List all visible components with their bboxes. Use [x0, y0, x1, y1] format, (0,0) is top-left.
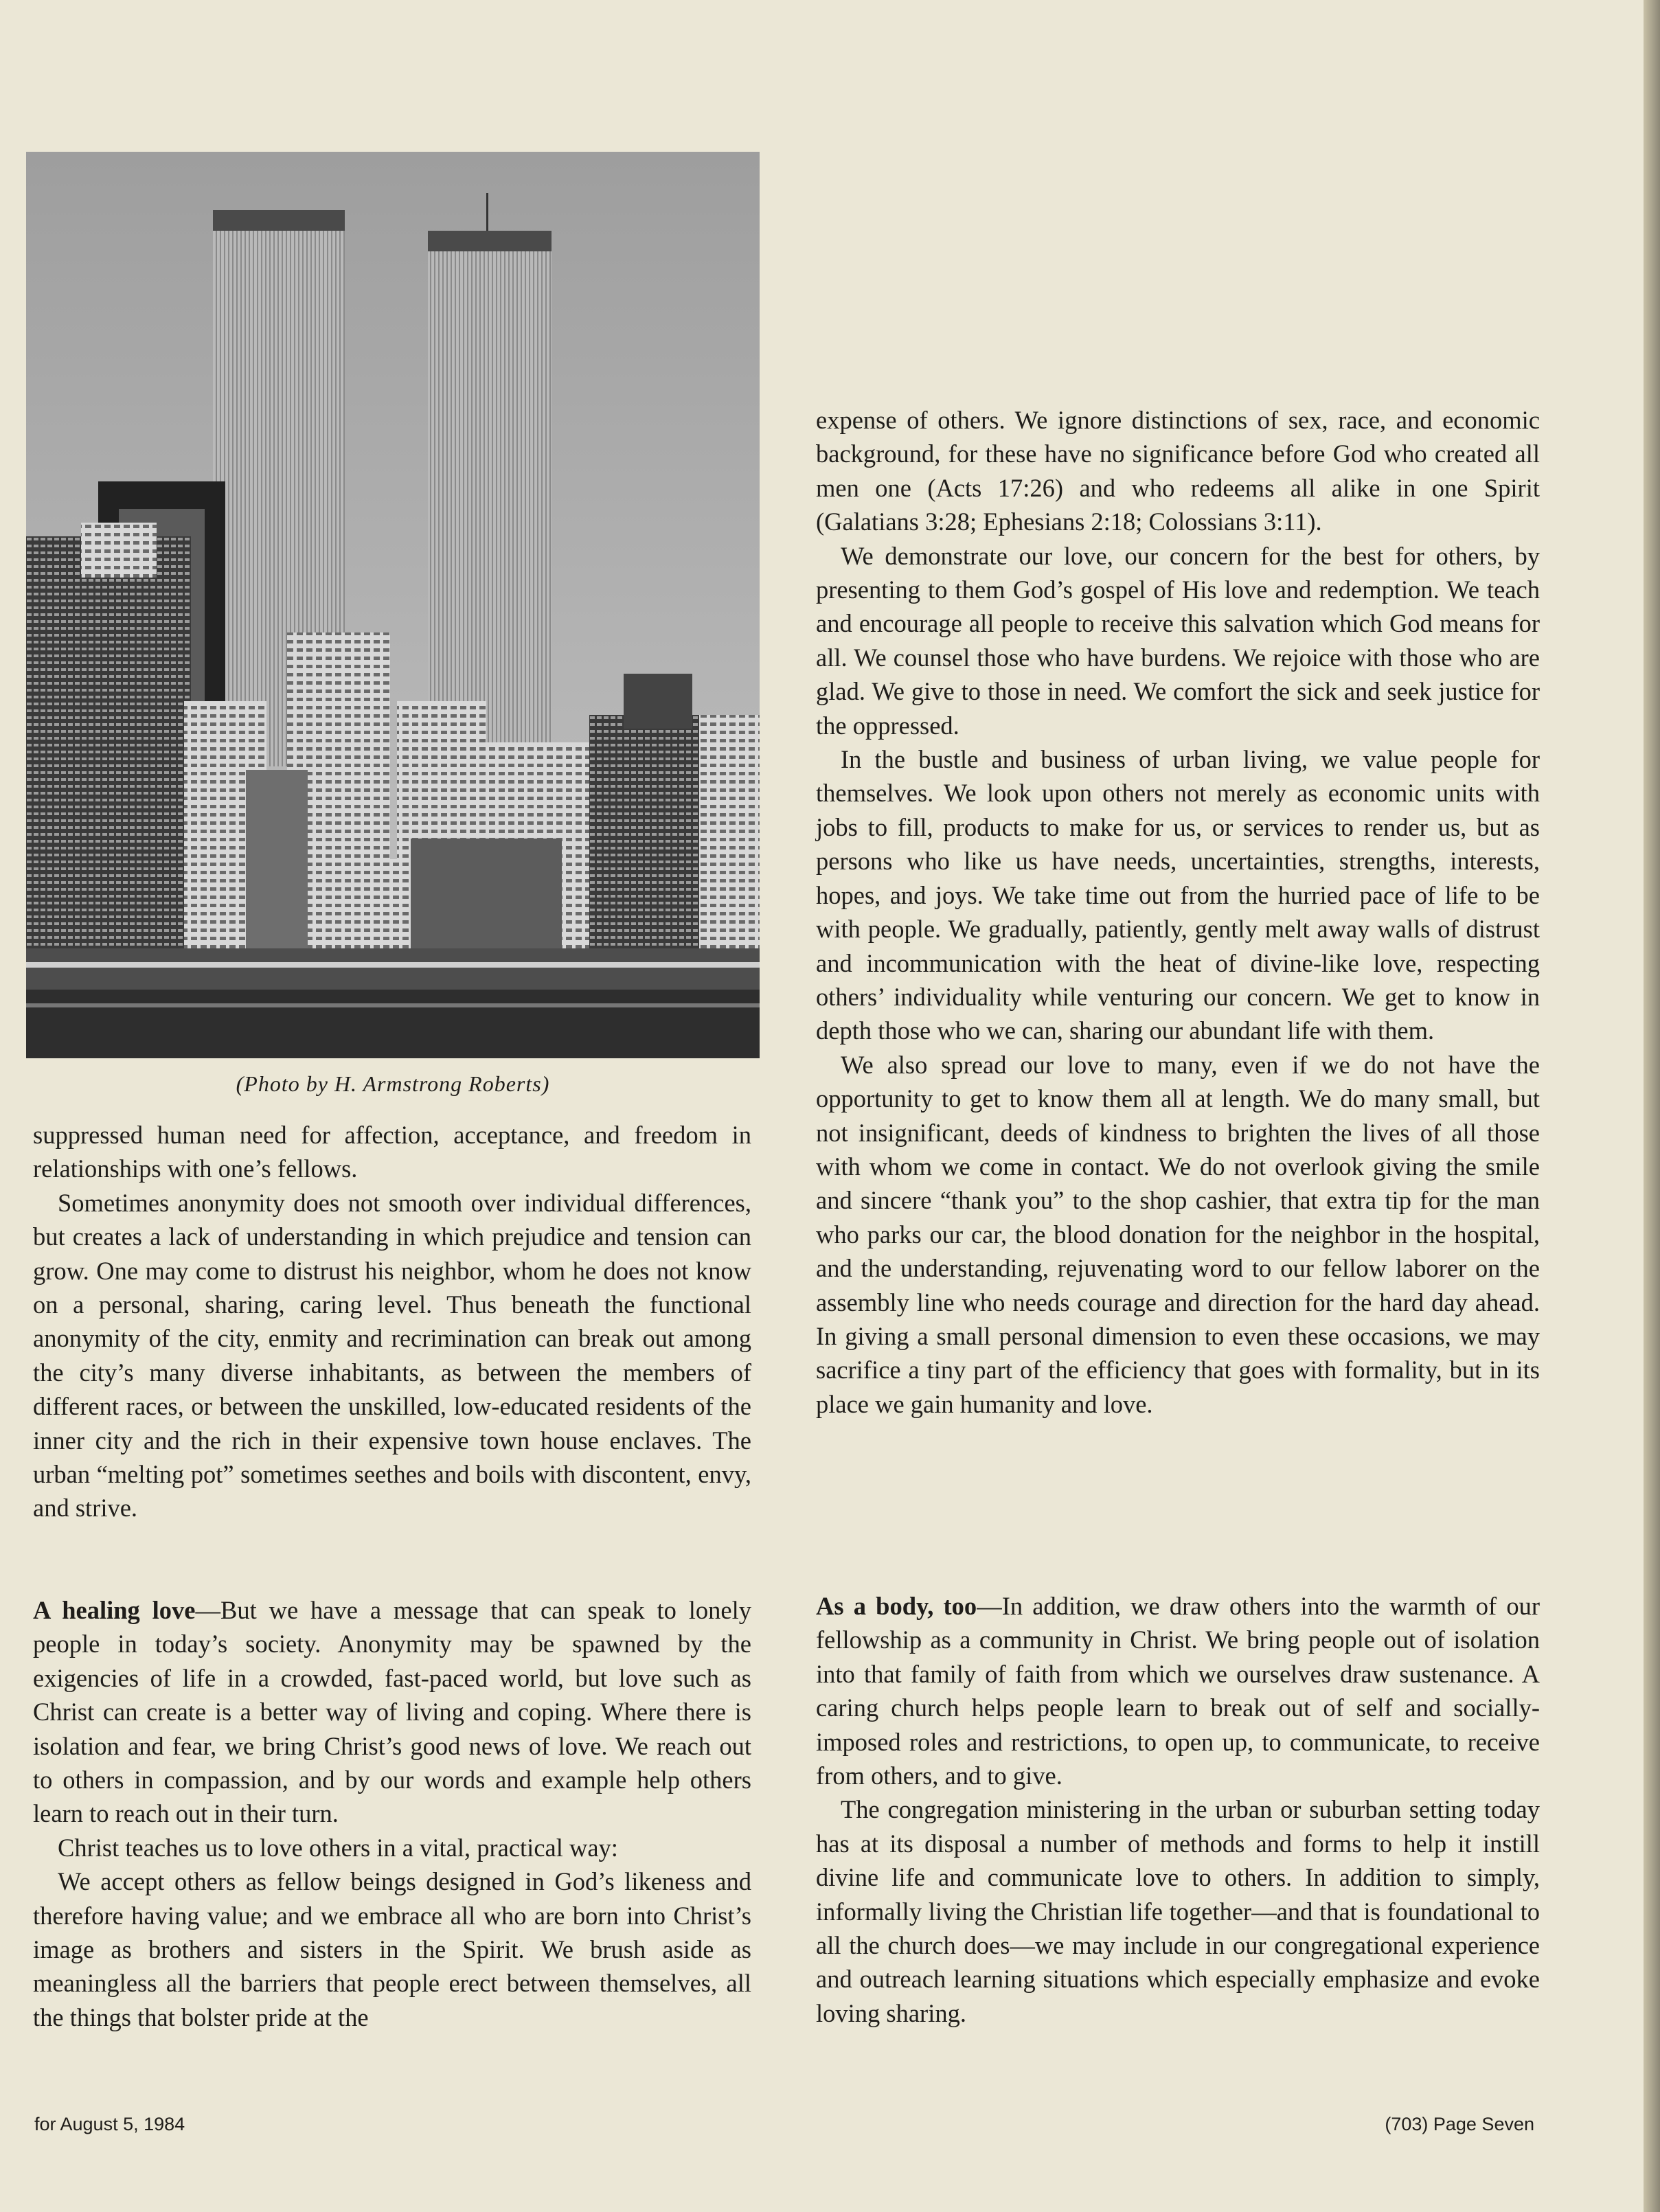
skyline-photo	[26, 152, 760, 1058]
paragraph: Sometimes anonymity does not smooth over individual differences, but creates a lack of understanding in which prejudice and tension can grow. One may come to distrust his neighbor, whom he does not know on a personal, sharing, caring level. Thus beneath the functional anonymity of the city, enmity and recrimination can break out among the city’s many diverse inhabitants, as between the members of different races, or between the unskilled, low-educated residents of the inner city and the rich in their expensive town house enclaves. The urban “melting pot” sometimes seethes and boils with discontent, envy, and strive.	[33, 1188, 751, 1523]
left-column-upper	[33, 1118, 751, 1525]
section-heading: A healing love	[33, 1596, 196, 1624]
section-heading: As a body, too	[816, 1592, 977, 1620]
skyline-illustration	[26, 152, 760, 1058]
paragraph	[816, 1589, 1540, 1792]
photo-caption: (Photo by H. Armstrong Roberts)	[236, 1071, 550, 1096]
paragraph: Christ teaches us to love others in a vital, practical way:	[58, 1833, 618, 1862]
paragraph: In the bustle and business of urban living, we value people for themselves. We look upon others not merely as economic units with jobs to fill, products to make for us, or services to render us, but as persons who like us have needs, uncertainties, strengths, interests, hopes, and joys. We take time out from the hurried pace of life to be with people. We gradually, patiently, gently melt away walls of distrust and incommunication with the heat of divine-like love, respecting others’ individuality while venturing our concern. We get to know in depth those who we can, sharing our abundant life with them.	[816, 745, 1540, 1045]
page-edge	[1644, 0, 1660, 2212]
paragraph: We accept others as fellow beings designed in God’s likeness and therefore having value; and we embrace all who are born into Christ’s image as brothers and sisters in the Spirit. We brush aside as meaningless all the barriers that people erect between themselves, all the things that bolster pride at the	[33, 1867, 751, 2031]
paragraph: The congregation ministering in the urban or suburban setting today has at its disposal a number of methods and forms to help it instill divine life and communicate love to others. In addition to simply, informally living the Christian life together—and that is foundational to all the church does—we may include in our congregational experience and outreach learning situations which especially emphasize and evoke loving sharing.	[816, 1795, 1540, 2027]
paragraph	[33, 1593, 751, 1831]
left-column-lower	[33, 1593, 751, 2034]
footer-date: for August 5, 1984	[34, 2114, 185, 2134]
paragraph-text: —In addition, we draw others into the warmth of our fellowship as a community in Christ. We bring people out of isolation into that family of faith from which we ourselves draw sustenance. A caring church helps people learn to break out of self and socially-imposed roles and restrictions, to open up, to communicate, to receive from others, and to give.	[816, 1592, 1540, 1790]
right-column-lower	[816, 1589, 1540, 2030]
paragraph: We also spread our love to many, even if we do not have the opportunity to get to know them all at length. We do many small, but not insignificant, deeds of kindness to brighten the lives of all those with whom we come in contact. We do not overlook giving the smile and sincere “thank you” to the shop cashier, that extra tip for the man who parks our car, the blood donation for the neighbor in the hospital, and the understanding, rejuvenating word to our fellow laborer on the assembly line who needs courage and direction for the hard day ahead. In giving a small personal dimension to even these occasions, we may sacrifice a tiny part of the efficiency that goes with formality, but in its place we gain humanity and love.	[816, 1050, 1540, 1418]
paragraph: expense of others. We ignore distinctions of sex, race, and economic background, for these have no significance before God who created all men one (Acts 17:26) and who redeems all alike in one Spirit (Galatians 3:28; Ephesians 2:18; Colossians 3:11).	[816, 406, 1540, 536]
paragraph-text: —But we have a message that can speak to lonely people in today’s society. Anonymity may be spawned by the exigencies of life in a crowded, fast-paced world, but love such as Christ can create is a better way of living and coping. Where there is isolation and fear, we bring Christ’s good news of love. We reach out to others in compassion, and by our words and example help others learn to reach out in their turn.	[33, 1596, 751, 1828]
paragraph: We demonstrate our love, our concern for the best for others, by presenting to them God’s gospel of His love and redemption. We teach and encourage all people to receive this salvation which God means for all. We counsel those who have burdens. We rejoice with those who are glad. We give to those in need. We comfort the sick and seek justice for the oppressed.	[816, 541, 1540, 740]
paragraph: suppressed human need for affection, acceptance, and freedom in relationships with one’s fellows.	[33, 1121, 751, 1183]
footer-page-number: (703) Page Seven	[1385, 2114, 1534, 2134]
right-column-upper	[816, 403, 1540, 1421]
